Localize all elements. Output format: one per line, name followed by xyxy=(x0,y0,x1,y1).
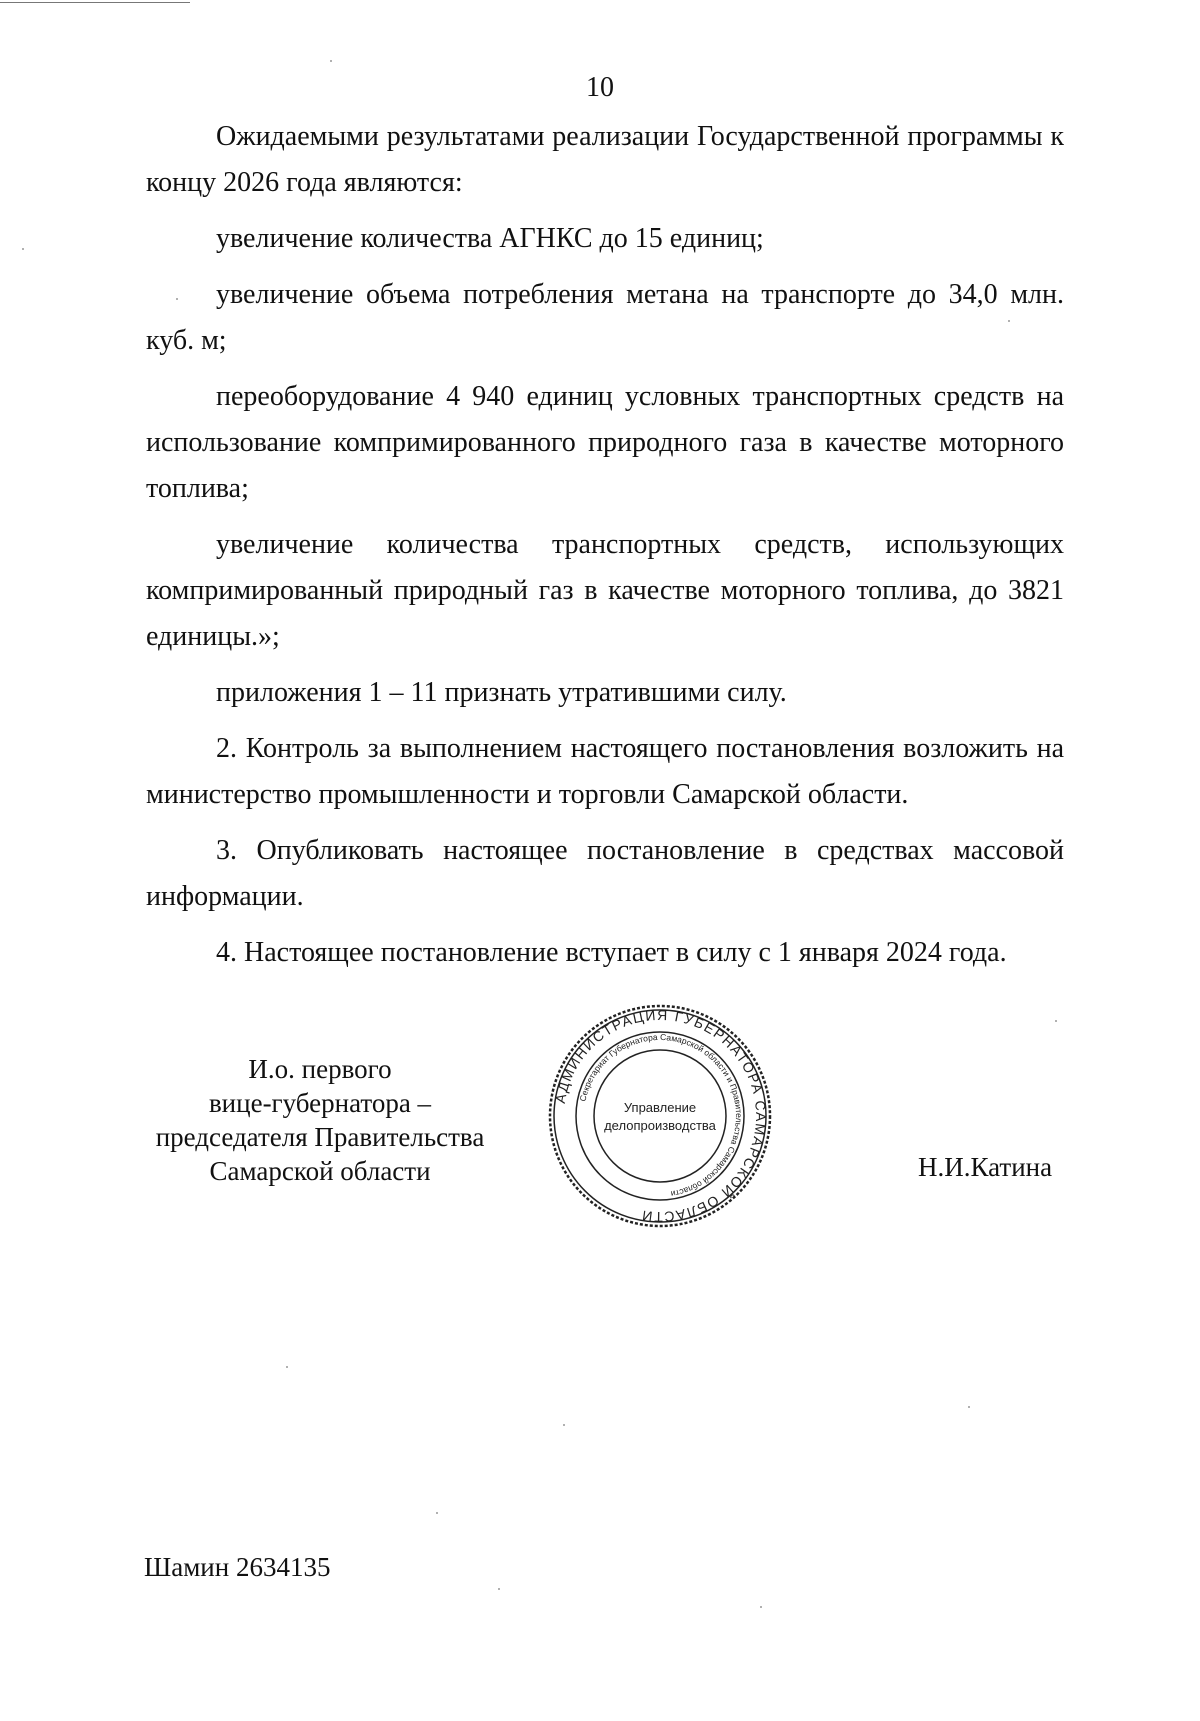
scan-speck xyxy=(1008,320,1010,322)
paragraph-expected-results: Ожидаемыми результатами реализации Государственной программы к концу 2026 года являются: xyxy=(146,121,1064,198)
position-line: И.о. первого xyxy=(248,1054,392,1084)
paragraph-methane-consumption: увеличение объема потребления метана на транспорте до 34,0 млн. куб. м; xyxy=(146,279,1064,356)
position-line: председателя Правительства xyxy=(155,1122,485,1152)
executor-contact: Шамин 2634135 xyxy=(144,1552,331,1582)
paragraph-vehicle-conversion: переоборудование 4 940 единиц условных транспортных средств на использование компримированного природного газа в качестве моторного топлива; xyxy=(146,381,1064,504)
scan-edge-line xyxy=(0,2,190,3)
scan-speck xyxy=(968,1406,970,1408)
scan-speck xyxy=(176,298,178,300)
paragraph-appendices: приложения 1 – 11 признать утратившими силу. xyxy=(216,677,787,708)
paragraph-effective-date: 4. Настоящее постановление вступает в силу с 1 января 2024 года. xyxy=(216,937,1007,968)
scan-speck xyxy=(330,60,332,62)
paragraph-publication: 3. Опубликовать настоящее постановление в средствах массовой информации. xyxy=(146,835,1064,912)
scan-speck xyxy=(22,248,24,250)
paragraph-control: 2. Контроль за выполнением настоящего постановления возложить на министерство промышленности и торговли Самарской области. xyxy=(146,733,1064,810)
stamp-center-line: Управление xyxy=(623,1100,697,1115)
paragraph-agnks: увеличение количества АГНКС до 15 единиц; xyxy=(216,223,764,254)
scan-speck xyxy=(760,1606,762,1608)
signatory-name: Н.И.Катина xyxy=(918,1152,1053,1182)
scan-speck xyxy=(1055,1020,1057,1022)
position-line: Самарской области xyxy=(209,1156,431,1186)
stamp-center-line: делопроизводства xyxy=(604,1118,716,1133)
scan-speck xyxy=(286,1366,288,1368)
document-body xyxy=(146,114,1064,976)
scan-speck xyxy=(563,1424,565,1426)
paragraph-vehicle-count: увеличение количества транспортных средств, использующих компримированный природный газ в качестве моторного топлива, до 3821 единицы.»; xyxy=(146,529,1064,652)
stamp-inner-text: Секретариат Губернатора Самарской области и Правительства Самарской области xyxy=(577,1031,745,1200)
stamp-outer-text: АДМИНИСТРАЦИЯ ГУБЕРНАТОРА САМАРСКОЙ ОБЛАСТИ xyxy=(551,1006,770,1226)
scan-speck xyxy=(436,1512,438,1514)
official-stamp xyxy=(548,1004,772,1228)
signatory-position xyxy=(140,1052,500,1188)
position-line: вице-губернатора – xyxy=(208,1088,432,1118)
page-number: 10 xyxy=(586,72,614,103)
scan-speck xyxy=(498,1588,500,1590)
